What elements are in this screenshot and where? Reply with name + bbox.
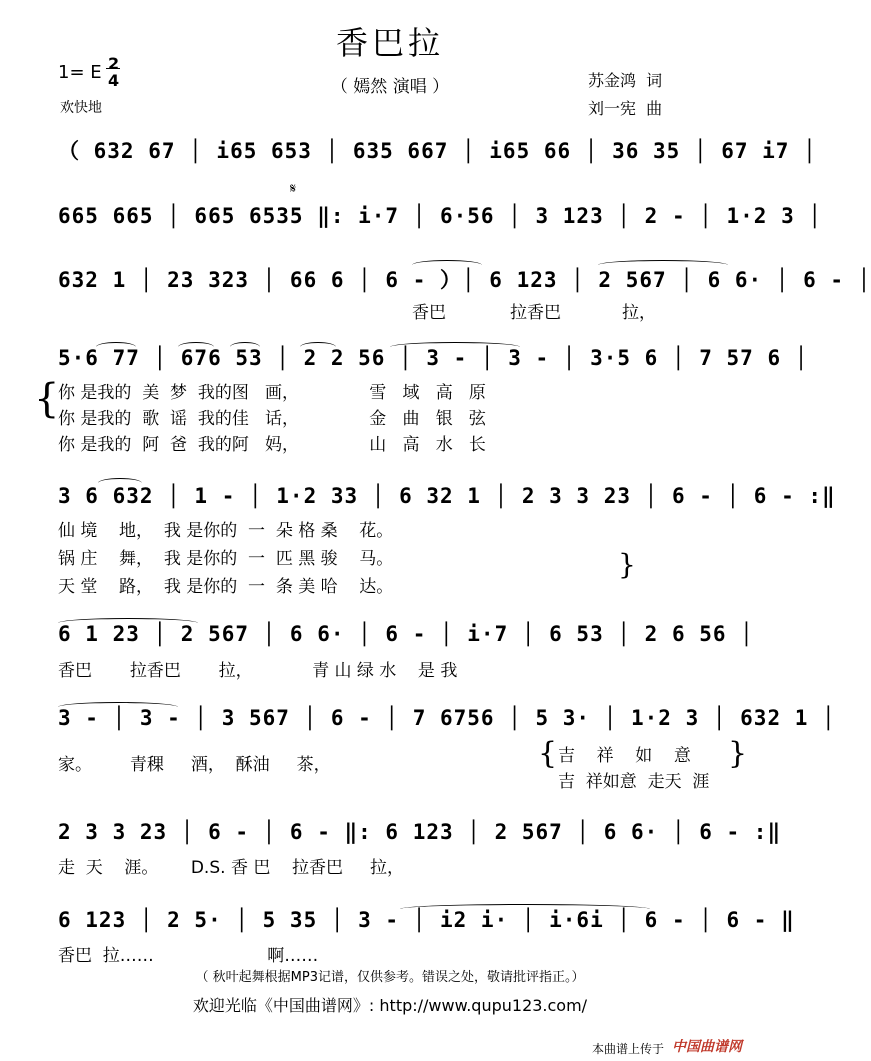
- lyric-row-9: 香巴 拉…… 啊……: [58, 946, 319, 966]
- score-row-7: 3 - │ 3 - │ 3 567 │ 6 - │ 7 6756 │ 5 3· │ 1·2 3 │ 632 1 │: [58, 706, 836, 730]
- lyric-row-5-v1: 仙 境 地， 我 是你的 一 朵 格 桑 花。: [58, 521, 394, 541]
- key-signature: 1= E: [58, 62, 102, 83]
- tempo-mark: 欢快地: [60, 100, 102, 116]
- lyricist-credit: 苏金鸿 词: [588, 71, 663, 90]
- lyric-row-4-v1: 你 是我的 美 梦 我的图 画， 雪 域 高 原: [58, 383, 486, 403]
- site-logo: 中国曲谱网: [672, 1039, 742, 1055]
- slur: [178, 342, 214, 352]
- site-welcome: 欢迎光临《中国曲谱网》: http://www.qupu123.com/: [192, 996, 588, 1015]
- lyric-row-4-v3: 你 是我的 阿 爸 我的阿 妈， 山 高 水 长: [58, 435, 486, 455]
- slur: [58, 618, 198, 628]
- score-row-5: 3 6 632 │ 1 - │ 1·2 33 │ 6 32 1 │ 2 3 3 23 │ 6 - │ 6 - :‖: [58, 484, 836, 508]
- segno-sign: 𝄋: [290, 181, 297, 197]
- score-row-3: 632 1 │ 23 323 │ 66 6 │ 6 - ）│ 6 123 │ 2 567 │ 6 6· │ 6 - │: [58, 268, 871, 292]
- score-row-8: 2 3 3 23 │ 6 - │ 6 - ‖: 6 123 │ 2 567 │ 6 6· │ 6 - :‖: [58, 820, 782, 844]
- time-signature-bottom: 4: [108, 71, 120, 90]
- score-row-1: （ 632 67 │ i65 653 │ 635 667 │ i65 66 │ 36 35 │ 67 i7 │: [58, 139, 817, 163]
- time-signature-top: 2: [108, 54, 120, 73]
- composer-credit: 刘一宪 曲: [588, 99, 663, 118]
- lyric-row-7-b2: 吉 祥如意 走天 涯: [558, 772, 710, 792]
- score-row-9: 6 123 │ 2 5· │ 5 35 │ 3 - │ i2 i· │ i·6i │ 6 - │ 6 - ‖: [58, 908, 795, 932]
- score-row-4: 5·6 77 │ 676 53 │ 2 2 56 │ 3 - │ 3 - │ 3·5 6 │ 7 57 6 │: [58, 346, 809, 370]
- lyric-row-3-a: 香巴: [412, 303, 446, 323]
- slur: [300, 342, 336, 352]
- upload-label: 本曲谱上传于: [592, 1042, 665, 1056]
- slur: [98, 478, 142, 488]
- lyric-row-3-c: 拉，: [622, 303, 656, 323]
- slur: [230, 342, 260, 352]
- transcription-note: （ 秋叶起舞根据MP3记谱，仅供参考。错误之处，敬请批评指正。）: [195, 970, 585, 985]
- lyric-row-5-v3: 天 堂 路， 我 是你的 一 条 美 哈 达。: [58, 577, 394, 597]
- slur: [412, 260, 482, 270]
- verse-brace-close: }: [618, 548, 636, 581]
- lyric-row-7: 家。 青稞 酒， 酥油 茶，: [58, 755, 331, 775]
- lyric-row-4-v2: 你 是我的 歌 谣 我的佳 话， 金 曲 银 弦: [58, 409, 486, 429]
- lyric-row-5-v2: 锅 庄 舞， 我 是你的 一 匹 黑 骏 马。: [58, 549, 394, 569]
- score-row-6: 6 1 23 │ 2 567 │ 6 6· │ 6 - │ i·7 │ 6 53 │ 2 6 56 │: [58, 622, 754, 646]
- lyric-row-7-b1: 吉 祥 如 意: [558, 746, 691, 766]
- verse-brace: {: [34, 376, 60, 422]
- time-signature-bar: [106, 68, 120, 69]
- slur: [390, 342, 520, 352]
- lyric-row-8: 走 天 涯。 D.S. 香 巴 拉香巴 拉，: [58, 858, 404, 878]
- slur: [96, 342, 136, 352]
- singer-line: （ 嫣然 演唱 ）: [330, 77, 450, 97]
- slur: [598, 260, 728, 270]
- score-row-2: 665 665 │ 665 6535 ‖: i·7 │ 6·56 │ 3 123 │ 2 - │ 1·2 3 │: [58, 204, 823, 228]
- bridge-brace: {: [538, 736, 558, 771]
- lyric-row-3-b: 拉香巴: [510, 303, 561, 323]
- bridge-brace-close: }: [728, 736, 748, 771]
- slur: [400, 904, 650, 914]
- song-title: 香巴拉: [335, 24, 444, 62]
- lyric-row-6: 香巴 拉香巴 拉， 青 山 绿 水 是 我: [58, 661, 458, 681]
- slur: [58, 702, 178, 712]
